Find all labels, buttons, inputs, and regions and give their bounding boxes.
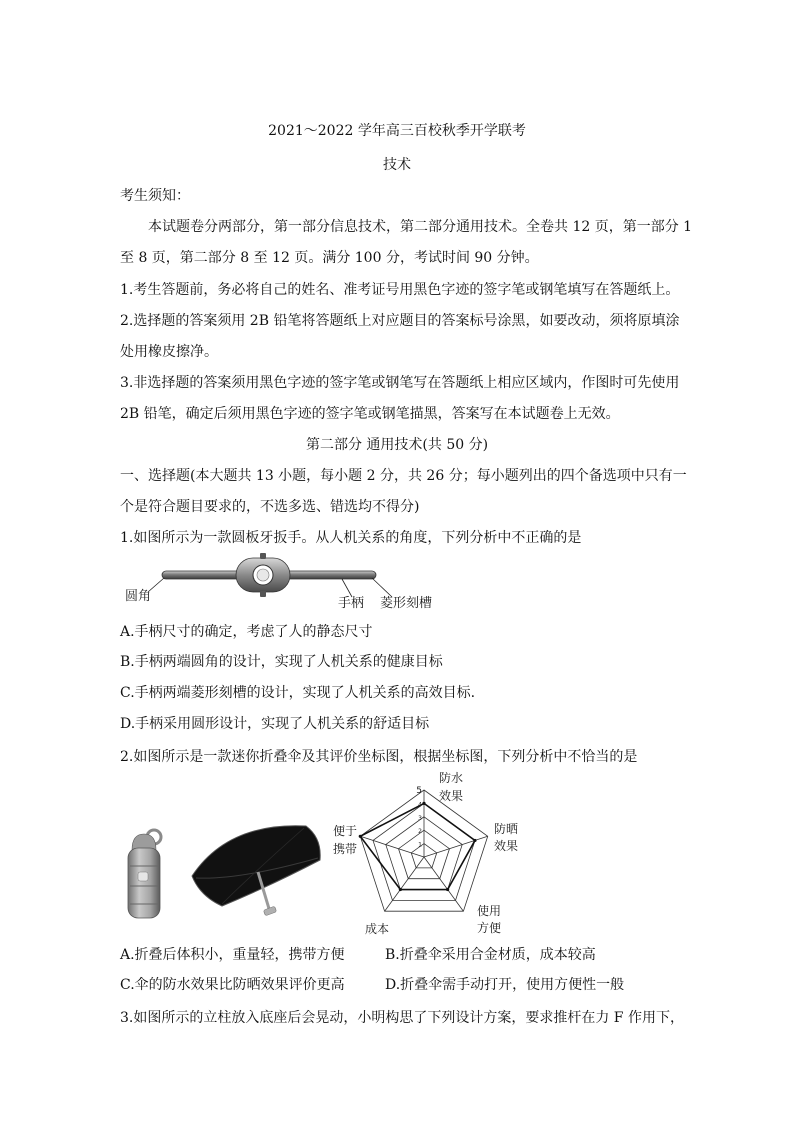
notice-line: 2.选择题的答案须用 2B 铅笔将答题纸上对应题目的答案标号涂黑，如要改动，须将原填涂: [120, 313, 680, 329]
subject-title: 技术: [383, 157, 411, 173]
notice-line: 3.非选择题的答案须用黑色字迹的签字笔或钢笔写在答题纸上相应区域内，作图时可先使用: [120, 375, 680, 391]
section-instruction: 一、选择题(本大题共 13 小题，每小题 2 分，共 26 分；每小题列出的四个备选项中只有一: [120, 468, 687, 484]
umbrella-illustrations: [120, 820, 330, 925]
notice-line: 本试题卷分两部分，第一部分信息技术，第二部分通用技术。全卷共 12 页，第一部分 1: [148, 219, 693, 235]
section-instruction: 个是符合题目要求的，不选多选、错选均不得分): [120, 499, 420, 515]
q2-option-b: B.折叠伞采用合金材质，成本较高: [385, 947, 596, 963]
radar-axis-spoke: [424, 857, 463, 911]
q3-stem: 3.如图所示的立柱放入底座后会晃动，小明构思了下列设计方案，要求推杆在力 F 作用下，: [120, 1010, 684, 1026]
radar-axis-spoke: [385, 857, 424, 911]
radar-axis-label-waterproof: 防水: [439, 771, 464, 785]
radar-tick-label: 3: [418, 814, 422, 822]
folded-umbrella-illustration: [128, 830, 161, 918]
radar-tick-label: 2: [418, 828, 422, 836]
q1-option-b: B.手柄两端圆角的设计，实现了人机关系的健康目标: [120, 654, 443, 670]
radar-axis-label-sun-protection: 效果: [494, 839, 519, 853]
radar-tick-label: 1: [418, 841, 422, 849]
label-round-corner: 圆角: [125, 589, 152, 604]
q2-stem: 2.如图所示是一款迷你折叠伞及其评价坐标图，根据坐标图，下列分析中不恰当的是: [120, 749, 638, 765]
q1-stem: 1.如图所示为一款圆板牙扳手。从人机关系的角度，下列分析中不正确的是: [120, 530, 582, 546]
radar-axis-label-sun-protection: 防晒: [494, 822, 519, 836]
exam-title: 2021～2022 学年高三百校秋季开学联考: [268, 123, 526, 139]
open-umbrella-illustration: [192, 826, 320, 916]
q2-option-a: A.折叠后体积小，重量轻，携带方便: [120, 947, 345, 963]
wrench-die-holder: [236, 553, 290, 597]
radar-axis-label-ease-of-use: 使用: [477, 904, 502, 918]
notice-line: 2B 铅笔，确定后须用黑色字迹的签字笔或钢笔描黑，答案写在本试题卷上无效。: [120, 406, 620, 422]
radar-axis-label-waterproof: 效果: [439, 789, 464, 803]
radar-axis-label-cost: 成本: [365, 922, 390, 936]
label-handle: 手柄: [338, 596, 365, 611]
radar-data-point: [359, 835, 362, 838]
radar-data-point: [399, 888, 402, 891]
q1-option-d: D.手柄采用圆形设计，实现了人机关系的舒适目标: [120, 716, 430, 732]
radar-axis-spoke: [424, 836, 488, 857]
part2-heading: 第二部分 通用技术(共 50 分): [305, 437, 489, 453]
notice-line: 至 8 页，第二部分 8 至 12 页。满分 100 分，考试时间 90 分钟。: [120, 250, 539, 266]
radar-axis-spoke: [360, 836, 424, 857]
notice-line: 1.考生答题前，务必将自己的姓名、准考证号用黑色字迹的签字笔或钢笔填写在答题纸上。: [120, 282, 680, 298]
label-diamond-groove: 菱形刻槽: [380, 596, 433, 611]
q2-option-c: C.伞的防水效果比防晒效果评价更高: [120, 977, 345, 993]
radar-tick-label: 5: [416, 786, 422, 796]
radar-tick-label: 4: [418, 801, 422, 809]
q1-option-a: A.手柄尺寸的确定，考虑了人的静态尺寸: [120, 624, 373, 640]
radar-axis-label-portability: 便于: [333, 824, 358, 838]
radar-data-point: [422, 802, 425, 805]
radar-data-point: [446, 888, 449, 891]
notice-line: 处用橡皮擦净。: [120, 344, 218, 360]
notice-heading: 考生须知：: [120, 188, 190, 204]
radar-axis-label-portability: 携带: [333, 842, 358, 856]
q1-option-c: C.手柄两端菱形刻槽的设计，实现了人机关系的高效目标.: [120, 685, 476, 701]
q2-option-d: D.折叠伞需手动打开，使用方便性一般: [385, 977, 625, 993]
radar-data-point: [473, 839, 476, 842]
radar-axis-label-ease-of-use: 方便: [477, 921, 502, 935]
